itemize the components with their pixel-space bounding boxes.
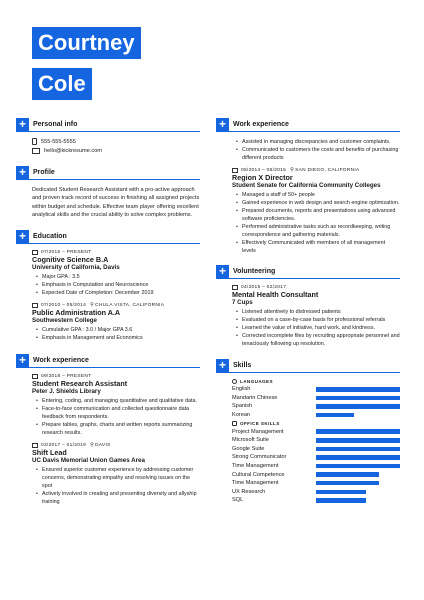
office-skills-label <box>232 421 400 426</box>
skill-name: Spanish <box>232 403 253 410</box>
plus-icon: + <box>16 166 29 179</box>
education-header <box>16 230 200 244</box>
skill-level-fill <box>316 447 400 452</box>
skill-row <box>232 453 400 462</box>
list-item: • Effectively Communicated with members of all management levels <box>232 239 400 255</box>
skill-level-bar <box>316 404 400 409</box>
location-pin-icon: ⚲ <box>90 442 95 449</box>
personal-info-header <box>16 118 200 132</box>
plus-icon: + <box>16 354 29 367</box>
contact-phone <box>32 138 200 145</box>
location-pin-icon: ⚲ <box>90 302 95 309</box>
list-item: • Learned the value of initiative, hard work, and kindness. <box>232 324 400 332</box>
list-item: • Communicated to customers the costs and benefits of purchasing different products <box>232 146 400 162</box>
mail-icon <box>32 148 40 154</box>
skill-level-fill <box>316 396 400 401</box>
skill-level-bar <box>316 490 400 495</box>
list-item: • Ensured superior customer experience by addressing customer concerns, demonstrating empathy and resolving issues on the spot <box>32 466 200 490</box>
skill-name: SQL <box>232 497 244 504</box>
skill-level-bar <box>316 481 400 486</box>
entry-dates: 04/2015 – 02/2017 <box>241 285 287 290</box>
skill-level-fill <box>316 404 400 409</box>
skill-row <box>232 496 400 505</box>
entry-bullets <box>32 397 200 437</box>
list-item: • Prepare tables, graphs, charts and written reports summarizing research results. <box>32 421 200 437</box>
entry-bullets <box>232 138 400 162</box>
skill-name: Mandarin Chinese <box>232 394 278 401</box>
list-item: • Emphasis in Management and Economics <box>32 334 200 342</box>
work-entry <box>32 374 200 437</box>
list-item: • Evaluated on a case-by-case basis for professional referrals <box>232 316 400 324</box>
volunteering-entry <box>232 285 400 348</box>
entry-dates: 09/2018 – PRESENT <box>41 374 92 380</box>
skill-row <box>232 445 400 454</box>
contact-email <box>32 148 200 154</box>
section-title: Volunteering <box>233 268 276 275</box>
list-item: • Actively involved in creating and presenting diversity and allyship training <box>32 490 200 506</box>
list-item: • Expected Date of Completion: December 2019 <box>32 289 200 297</box>
entry-bullets <box>32 273 200 297</box>
plus-icon: + <box>216 265 229 278</box>
skill-row <box>232 479 400 488</box>
list-item: • Listened attentively to distressed patients <box>232 308 400 316</box>
office-skill-list <box>216 427 400 504</box>
skill-name: English <box>232 386 251 393</box>
skill-name: Google Suite <box>232 445 265 452</box>
skill-level-fill <box>316 464 400 469</box>
education-entry <box>32 250 200 297</box>
section-title: Skills <box>233 362 252 369</box>
skill-level-fill <box>316 490 366 495</box>
work-experience-header <box>216 118 400 132</box>
plus-icon: + <box>16 230 29 243</box>
calendar-icon <box>232 168 238 173</box>
name-first: Courtney <box>32 27 141 59</box>
skill-level-bar <box>316 396 400 401</box>
entry-org: 7 Cups <box>232 299 253 306</box>
skill-level-bar <box>316 455 400 460</box>
skill-level-bar <box>316 498 400 503</box>
skill-name: Time Management <box>232 480 279 487</box>
skill-level-bar <box>316 464 400 469</box>
education-entry <box>32 302 200 342</box>
list-item: • Emphasis in Computation and Neuroscience <box>32 281 200 289</box>
entry-title: Student Research Assistant <box>32 379 128 389</box>
skill-level-bar <box>316 429 400 434</box>
entry-location: SAN DIEGO, CALIFORNIA <box>295 167 360 173</box>
entry-bullets <box>32 326 200 342</box>
skill-name: Project Management <box>232 428 284 435</box>
list-item: • Cumulative GPA : 3.0 / Major GPA 3.6 <box>32 326 200 334</box>
skill-name: Korean <box>232 412 251 419</box>
list-item: • Gained experience in web design and search engine optimization. <box>232 199 400 207</box>
globe-icon <box>232 379 237 384</box>
calendar-icon <box>32 303 38 308</box>
entry-title: Mental Health Consultant <box>232 290 319 299</box>
entry-dates: 03/2017 – 01/2019 <box>41 442 87 448</box>
entry-dates: 07/2010 – 05/2014 <box>41 302 87 308</box>
skill-level-bar <box>316 447 400 452</box>
name-last: Cole <box>32 68 92 100</box>
work-list <box>16 374 200 506</box>
skill-level-fill <box>316 387 400 392</box>
section-title: Personal info <box>33 121 78 128</box>
section-title: Work experience <box>233 121 289 128</box>
plus-icon: + <box>216 118 229 131</box>
entry-bullets <box>232 191 400 255</box>
entry-org: Southwestern College <box>32 317 97 325</box>
skill-level-fill <box>316 429 400 434</box>
list-item: • Performed administrative tasks such as recordkeeping, writing correspondence and gathering materials. <box>232 223 400 239</box>
skill-category: OFFICE SKILLS <box>240 421 280 427</box>
entry-org: Peter J. Shields Library <box>32 388 101 396</box>
language-list <box>216 385 400 419</box>
skill-name: UX Research <box>232 488 266 495</box>
skill-row <box>232 402 400 411</box>
skill-level-bar <box>316 413 400 418</box>
briefcase-icon <box>232 421 237 426</box>
list-item: • Major GPA : 3.5 <box>32 273 200 281</box>
entry-dates: 05/2014 – 06/2015 <box>241 167 287 173</box>
entry-location: CHULA VISTA, CALIFORNIA <box>95 302 165 308</box>
work-entry <box>32 442 200 506</box>
skill-row <box>232 411 400 420</box>
languages-label <box>232 379 400 384</box>
volunteering-header <box>216 265 400 279</box>
skill-row <box>232 436 400 445</box>
skill-level-bar <box>316 472 400 477</box>
skill-row <box>232 470 400 479</box>
plus-icon: + <box>16 118 29 131</box>
entry-org: University of California, Davis <box>32 264 120 272</box>
entry-title: Region X Director <box>232 173 293 182</box>
right-column <box>216 118 400 505</box>
skill-level-fill <box>316 472 379 477</box>
skill-level-fill <box>316 481 379 486</box>
list-item: • Corrected incomplete files by recruiting appropriate personnel and tenaciously following up resolution. <box>232 332 400 348</box>
skill-row <box>232 462 400 471</box>
section-title: Profile <box>33 169 55 176</box>
email-address: hello@kickresume.com <box>44 148 102 154</box>
skill-level-bar <box>316 438 400 443</box>
skill-level-fill <box>316 455 400 460</box>
section-title: Work experience <box>33 357 89 365</box>
skill-level-fill <box>316 498 366 503</box>
phone-number: 555-555-5555 <box>41 138 76 145</box>
skill-name: Cultural Competence <box>232 471 285 478</box>
entry-dates: 07/2015 – PRESENT <box>41 250 92 256</box>
entry-title: Cognitive Science B.A <box>32 255 109 265</box>
list-item: • Assisted in managing discrepancies and customer complaints. <box>232 138 400 146</box>
list-item: • Managed a staff of 50+ people <box>232 191 400 199</box>
skill-level-bar <box>316 387 400 392</box>
skill-row <box>232 427 400 436</box>
skill-row <box>232 394 400 403</box>
phone-icon <box>32 138 37 145</box>
entry-bullets <box>32 466 200 506</box>
plus-icon: + <box>216 359 229 372</box>
entry-org: UC Davis Memorial Union Games Area <box>32 457 145 465</box>
left-column <box>16 118 200 511</box>
entry-org: Student Senate for California Community Colleges <box>232 182 381 189</box>
work-entry <box>232 167 400 255</box>
location-pin-icon: ⚲ <box>290 167 295 173</box>
skill-name: Microsoft Suite <box>232 437 269 444</box>
skill-row <box>232 488 400 497</box>
entry-location: DAVIS <box>95 442 111 448</box>
entry-title: Public Administration A.A <box>32 308 121 318</box>
skill-name: Strong Communicator <box>232 454 287 461</box>
skill-name: Time Management <box>232 463 279 470</box>
section-title: Education <box>33 233 67 241</box>
skill-row <box>232 385 400 394</box>
skill-level-fill <box>316 413 354 418</box>
entry-title: Shift Lead <box>32 448 67 458</box>
calendar-icon <box>32 443 38 448</box>
education-list <box>16 250 200 342</box>
profile-header <box>16 166 200 180</box>
skill-level-fill <box>316 438 400 443</box>
list-item: • Face-to-face communication and collected questionnaire data feedback from respondents. <box>32 405 200 421</box>
skills-header <box>216 359 400 373</box>
work-entry-continued <box>232 138 400 162</box>
work-experience-header <box>16 354 200 368</box>
list-item: • Entering, coding, and managing quantitative and qualitative data. <box>32 397 200 405</box>
skill-category: LANGUAGES <box>240 379 273 384</box>
list-item: • Prepared documents, reports and presentations using advanced software proficiencies. <box>232 207 400 223</box>
profile-text: Dedicated Student Research Assistant with a pro-active approach and proven track record of success in finishing all assigned projects within budget and schedule. Effective team player offering excellent analytical skills and the crucial ability to solve complex problems. <box>32 187 200 218</box>
entry-bullets <box>232 308 400 348</box>
